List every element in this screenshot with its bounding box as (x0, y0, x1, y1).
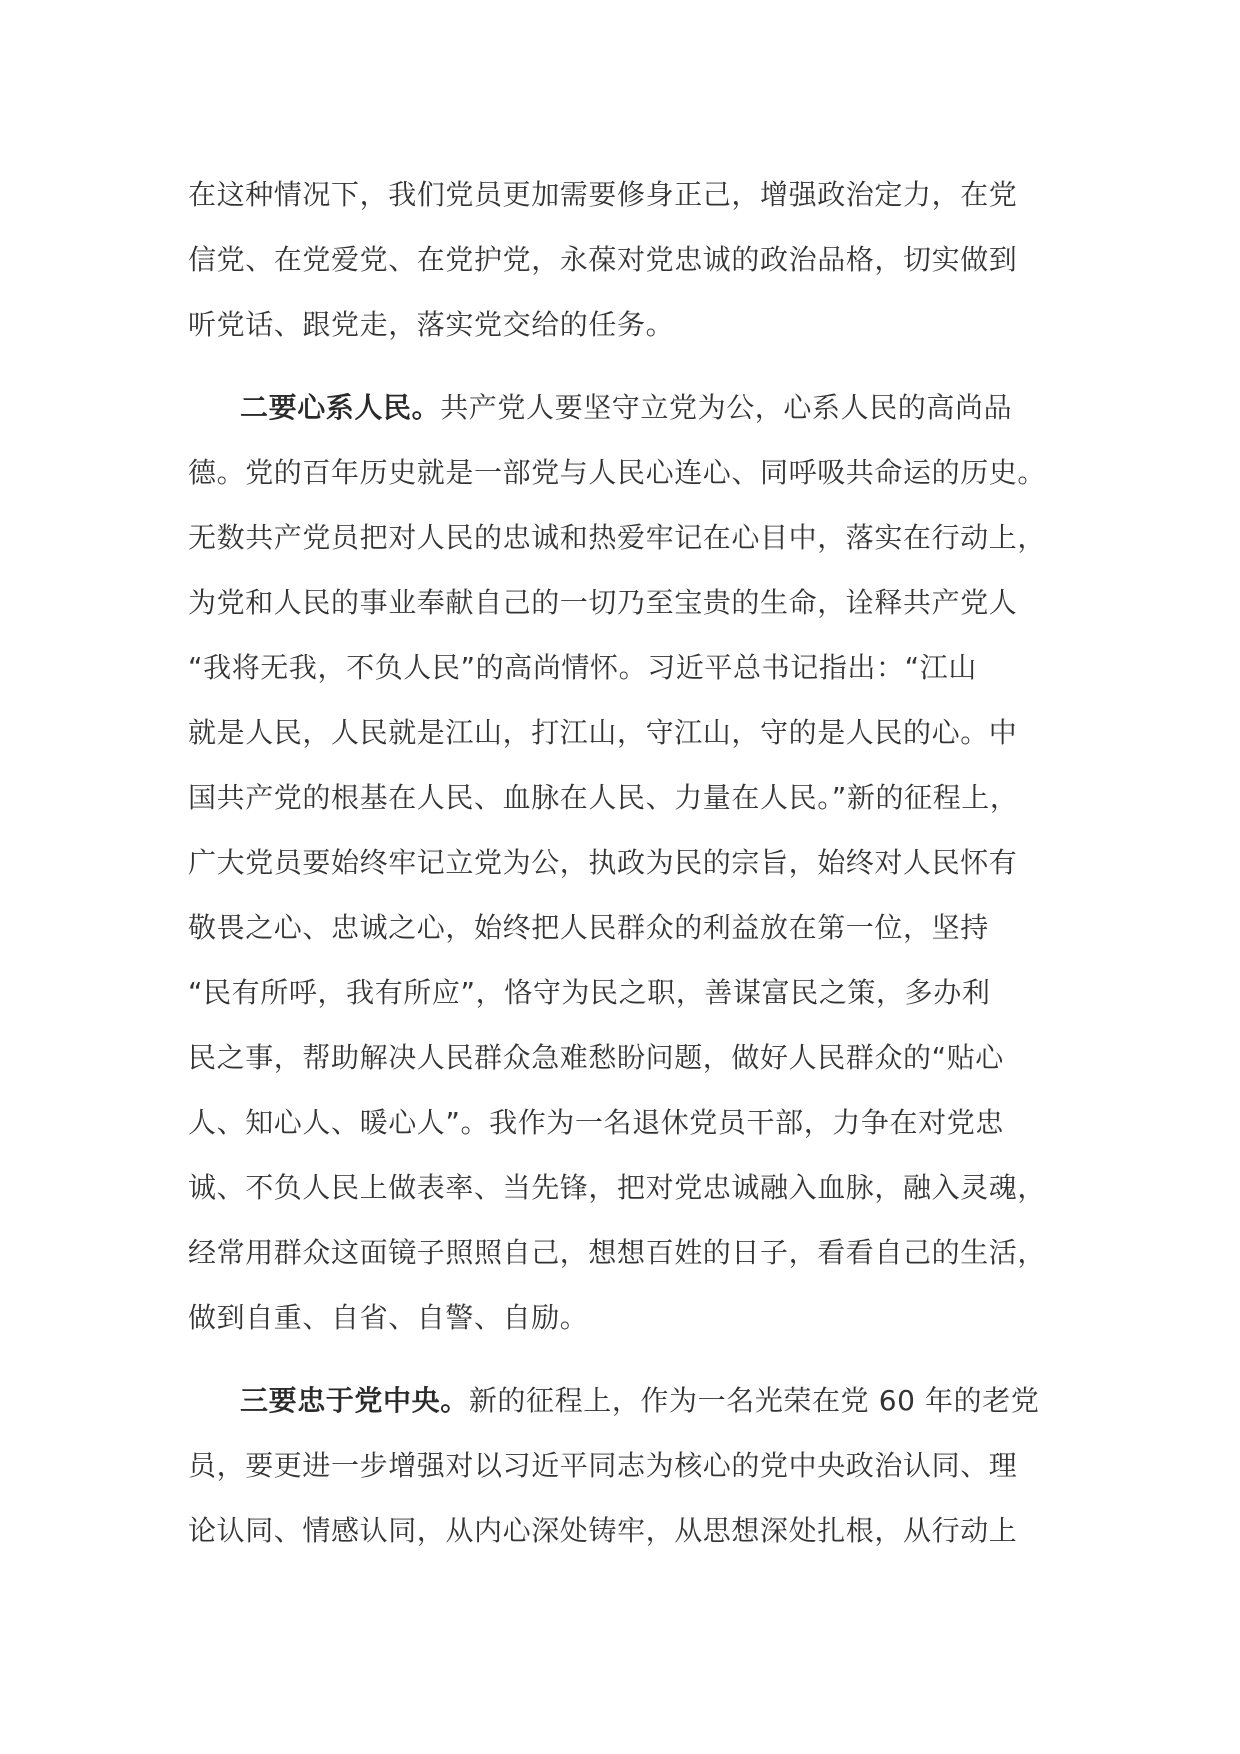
text-line: 敬畏之心、忠诚之心，始终把人民群众的利益放在第一位，坚持 (188, 911, 989, 944)
text-line (188, 1368, 1080, 1433)
text-line: 员，要更进一步增强对以习近平同志为核心的党中央政治认同、理 (188, 1449, 1018, 1482)
text-line: 无数共产党员把对人民的忠诚和热爱牢记在心目中，落实在行动上， (188, 521, 1047, 554)
text-line: 经常用群众这面镜子照照自己，想想百姓的日子，看看自己的生活， (188, 1236, 1047, 1269)
text-line: 在这种情况下，我们党员更加需要修身正己，增强政治定力，在党 (188, 178, 1018, 211)
text-line: “我将无我，不负人民”的高尚情怀。习近平总书记指出：“江山 (188, 651, 977, 684)
paragraph-heading: 二要心系人民。 (240, 391, 441, 424)
text-line: 信党、在党爱党、在党护党，永葆对党忠诚的政治品格，切实做到 (188, 243, 1018, 276)
text-span: 新的征程上，作为一名光荣在党 60 年的老党 (468, 1384, 1040, 1417)
text-line: 广大党员要始终牢记立党为公，执政为民的宗旨，始终对人民怀有 (188, 846, 1018, 879)
text-line: 国共产党的根基在人民、血脉在人民、力量在人民。”新的征程上， (188, 781, 1019, 814)
text-line: 诚、不负人民上做表率、当先锋，把对党忠诚融入血脉，融入灵魂， (188, 1171, 1047, 1204)
text-line: 德。党的百年历史就是一部党与人民心连心、同呼吸共命运的历史。 (188, 456, 1047, 489)
paragraph-spacer (188, 357, 1080, 375)
text-line: 做到自重、自省、自警、自励。 (188, 1301, 589, 1334)
text-line: “民有所呼，我有所应”，恪守为民之职，善谋富民之策，多办利 (188, 976, 991, 1009)
text-span: 共产党人要坚守立党为公，心系人民的高尚品 (440, 391, 1013, 424)
paragraph-2 (188, 375, 1080, 1350)
text-line: 民之事，帮助解决人民群众急难愁盼问题，做好人民群众的“贴心 (188, 1041, 1004, 1074)
text-line: 人、知心人、暖心人”。我作为一名退休党员干部，力争在对党忠 (188, 1106, 1004, 1139)
paragraph-heading: 三要忠于党中央。 (240, 1384, 469, 1417)
text-line (188, 375, 1080, 440)
paragraph-3 (188, 1368, 1080, 1563)
text-line: 为党和人民的事业奉献自己的一切乃至宝贵的生命，诠释共产党人 (188, 586, 1018, 619)
paragraph-spacer (188, 1350, 1080, 1368)
text-line: 就是人民，人民就是江山，打江山，守江山，守的是人民的心。中 (188, 716, 1018, 749)
text-line: 论认同、情感认同，从内心深处铸牢，从思想深处扎根，从行动上 (188, 1514, 1018, 1547)
paragraph-1 (188, 162, 1080, 357)
document-body (188, 162, 1080, 1563)
text-line: 听党话、跟党走，落实党交给的任务。 (188, 308, 675, 341)
